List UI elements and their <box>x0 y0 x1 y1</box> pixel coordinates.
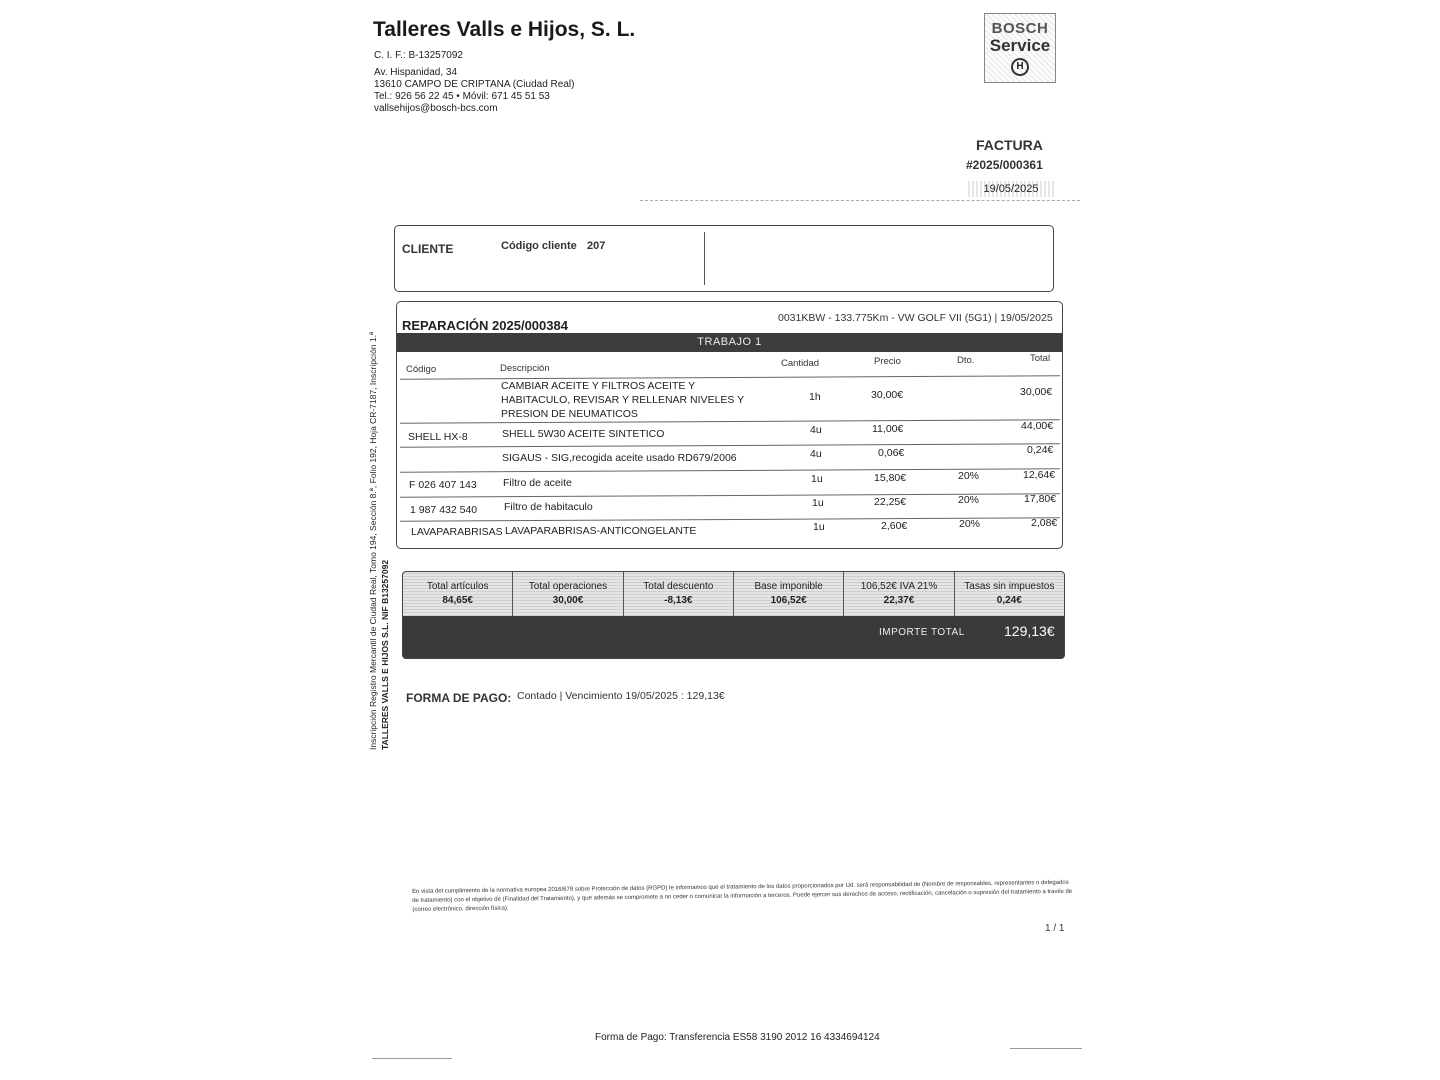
invoice-number: #2025/000361 <box>966 158 1043 172</box>
bosch-service-logo <box>984 13 1056 83</box>
totals-grid <box>403 572 1064 616</box>
row-code: SHELL HX-8 <box>408 431 468 443</box>
row-price: 2,60€ <box>881 520 908 532</box>
payment-value: Contado | Vencimiento 19/05/2025 : 129,13€ <box>517 690 725 702</box>
footer-line <box>372 1058 452 1059</box>
total-label: Total artículos <box>426 581 489 592</box>
row-quantity: 4u <box>810 424 822 436</box>
job-bar: TRABAJO 1 <box>397 333 1062 352</box>
total-value: 0,24€ <box>996 595 1022 606</box>
payment-label: FORMA DE PAGO: <box>406 691 512 705</box>
row-description: Filtro de habitaculo <box>504 501 593 513</box>
row-quantity: 1u <box>811 473 823 485</box>
row-quantity: 1u <box>812 497 824 509</box>
row-description: Filtro de aceite <box>503 477 572 489</box>
total-value: 22,37€ <box>883 595 915 606</box>
bosch-armature-icon: H <box>1011 58 1029 76</box>
client-box-divider <box>704 232 705 285</box>
invoice-date: 19/05/2025 <box>968 181 1054 197</box>
total-value: 30,00€ <box>552 595 584 606</box>
row-price: 0,06€ <box>878 447 905 459</box>
total-label: Total operaciones <box>528 581 608 592</box>
row-description: LAVAPARABRISAS-ANTICONGELANTE <box>505 525 697 537</box>
taxable-base <box>734 572 844 616</box>
description-line: PRESION DE NEUMATICOS <box>501 408 638 420</box>
row-total: 44,00€ <box>1021 420 1054 432</box>
page-number: 1 / 1 <box>1045 923 1065 934</box>
address-line: Av. Hispanidad, 34 <box>374 67 458 78</box>
legal-notice: En vista del cumplimiento de la normativa europea 2016/679 sobre Protección de datos (RGPD) le informamos que el tratamiento de los datos proporcionados por Ud. será responsabilidad de (Nombre de responsables, representantes o delegados de tratamiento) con el objetivo de (Finalidad del Tratamiento), y que además se compromete a no ceder o comunicar la información a terceros. Puede ejercer sus derechos de acceso, rectificación, cancelación o supresión del tratamiento a través de (correo electrónico, dirección física). <box>412 879 1073 913</box>
company-address <box>374 67 574 115</box>
footer-line <box>1010 1048 1082 1049</box>
row-discount: 20% <box>958 494 980 506</box>
client-box <box>394 225 1054 292</box>
total-value: 84,65€ <box>442 595 473 606</box>
vat-amount <box>844 572 954 616</box>
row-code: LAVAPARABRISAS <box>411 526 503 538</box>
totals-box <box>402 571 1065 659</box>
address-email: vallsehijos@bosch-bcs.com <box>374 103 498 114</box>
grand-total-label: IMPORTE TOTAL <box>879 627 965 638</box>
row-description <box>501 379 761 421</box>
row-description: SIGAUS - SIG,recogida aceite usado RD679/2006 <box>502 452 737 464</box>
row-code: 1 987 432 540 <box>410 504 478 516</box>
company-cif: C. I. F.: B-13257092 <box>374 50 463 61</box>
row-quantity: 1h <box>809 391 821 403</box>
nif-side-text: TALLERES VALLS E HIJOS S.L. NIF B13257092 <box>380 559 390 750</box>
company-name: Talleres Valls e Hijos, S. L. <box>373 18 636 41</box>
row-price: 15,80€ <box>874 472 907 484</box>
total-label: Tasas sin impuestos <box>964 581 1055 592</box>
row-total: 2,08€ <box>1031 517 1058 529</box>
total-label: 106,52€ IVA 21% <box>860 581 938 592</box>
row-total: 0,24€ <box>1027 444 1054 456</box>
logo-service-text: Service <box>989 36 1051 55</box>
col-header-total: Total <box>1030 353 1051 364</box>
row-description: SHELL 5W30 ACEITE SINTETICO <box>502 428 665 440</box>
repair-title: REPARACIÓN 2025/000384 <box>402 318 568 333</box>
grand-total-value: 129,13€ <box>1004 623 1055 639</box>
row-quantity: 1u <box>813 521 825 533</box>
row-total: 17,80€ <box>1024 493 1057 505</box>
row-total: 30,00€ <box>1020 386 1053 398</box>
client-code-value: 207 <box>587 240 606 252</box>
header-divider <box>640 200 1080 201</box>
vehicle-info: 0031KBW - 133.775Km - VW GOLF VII (5G1) | 19/05/2025 <box>778 312 1053 324</box>
col-header-description: Descripción <box>500 363 550 374</box>
total-discount <box>624 572 734 616</box>
invoice-title: FACTURA <box>976 137 1043 153</box>
col-header-code: Código <box>406 364 437 375</box>
description-line: CAMBIAR ACEITE Y FILTROS ACEITE Y <box>501 380 696 392</box>
untaxed-fees <box>955 572 1064 616</box>
total-label: Base imponible <box>754 581 823 592</box>
description-line: HABITACULO, REVISAR Y RELLENAR NIVELES Y <box>501 394 745 406</box>
row-price: 30,00€ <box>871 389 904 401</box>
row-total: 12,64€ <box>1023 469 1056 481</box>
total-value: 106,52€ <box>770 595 807 606</box>
client-code-label: Código cliente <box>501 240 577 252</box>
client-label: CLIENTE <box>402 242 454 256</box>
row-price: 22,25€ <box>874 496 907 508</box>
footer-payment: Forma de Pago: Transferencia ES58 3190 2012 16 4334694124 <box>595 1032 880 1043</box>
total-value: -8,13€ <box>664 595 693 606</box>
total-articles <box>403 572 513 616</box>
address-line: 13610 CAMPO DE CRIPTANA (Ciudad Real) <box>374 79 575 90</box>
row-discount: 20% <box>959 518 981 530</box>
total-operations <box>513 572 623 616</box>
col-header-discount: Dto. <box>957 355 975 366</box>
address-line: Tel.: 926 56 22 45 • Móvil: 671 45 51 53 <box>374 91 550 102</box>
row-quantity: 4u <box>810 448 822 460</box>
row-price: 11,00€ <box>872 423 904 435</box>
row-discount: 20% <box>958 470 980 482</box>
logo-bosch-text: BOSCH <box>991 20 1049 37</box>
registry-side-text: Inscripción Registro Mercantil de Ciudad Real, Tomo 194, Sección 8.ª, Folio 192, Hoja CR-7187, Inscripción 1.ª <box>368 331 378 750</box>
row-code: F 026 407 143 <box>409 479 477 491</box>
total-label: Total descuento <box>643 581 714 592</box>
col-header-quantity: Cantidad <box>781 358 820 369</box>
col-header-price: Precio <box>874 356 901 367</box>
